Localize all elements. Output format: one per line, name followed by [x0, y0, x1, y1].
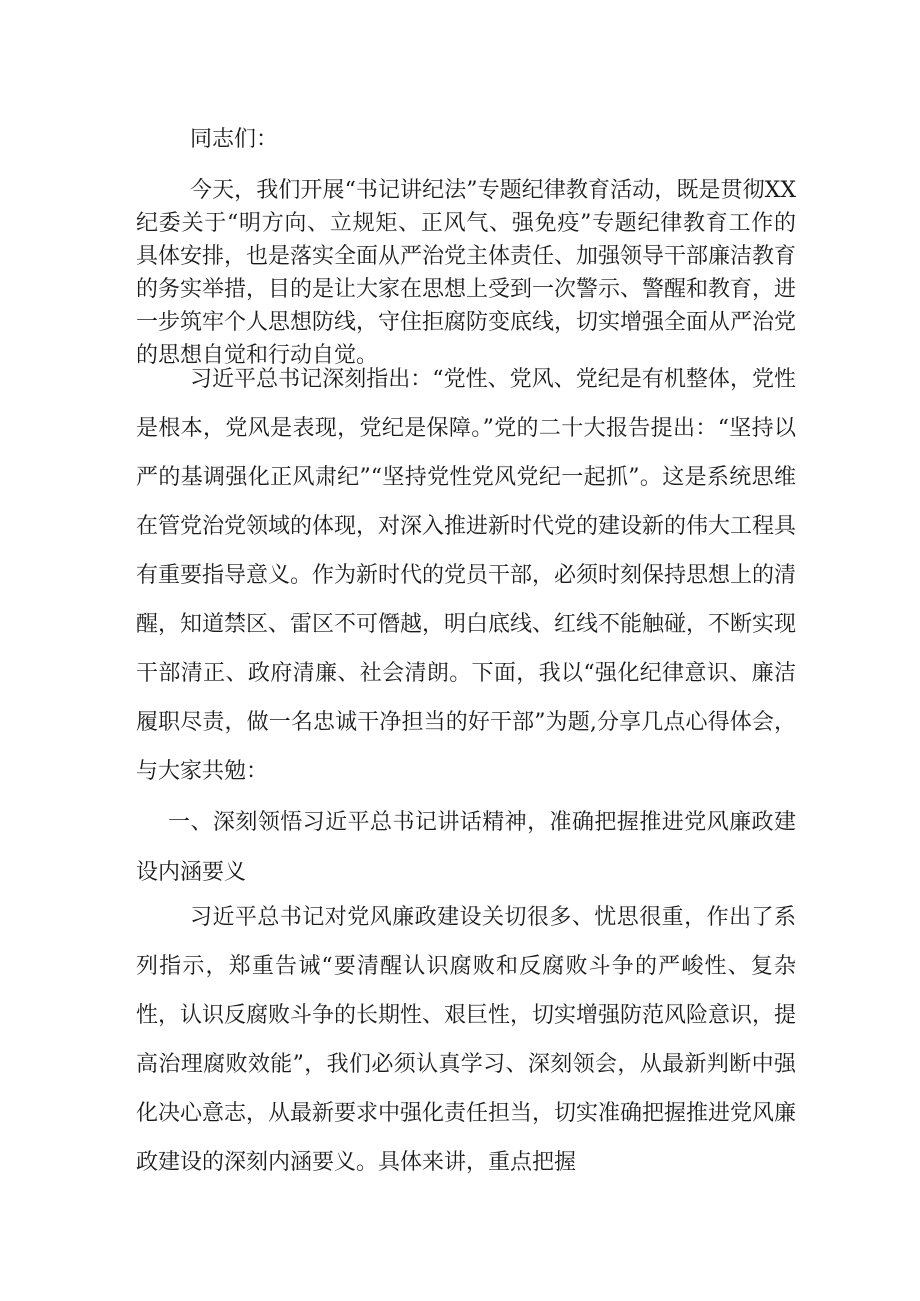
- salutation: 同志们：: [190, 127, 279, 152]
- section-paragraph: 习近平总书记对党风廉政建设关切很多、忧思很重，作出了系列指示，郑重告诫“要清醒认识腐败和反腐败斗争的严峻性、复杂性，认识反腐败斗争的长期性、艰巨性，切实增强防范风险意识，提高治理腐败效能”，我们必须认真学习、深刻领会，从最新判断中强化决心意志，从最新要求中强化责任担当，切实准确把握推进党风廉政建设的深刻内涵要义。具体来讲，重点把握: [136, 905, 797, 1175]
- body-paragraph: 习近平总书记深刻指出：“党性、党风、党纪是有机整体，党性是根本，党风是表现，党纪是保障。”党的二十大报告提出：“坚持以严的基调强化正风肃纪”“坚持党性党风党纪一起抓”。这是系统思维在管党治党领域的体现，对深入推进新时代党的建设新的伟大工程具有重要指导意义。作为新时代的党员干部，必须时刻保持思想上的清醒，知道禁区、雷区不可僭越，明白底线、红线不能触碰，不断实现干部清正、政府清廉、社会清朗。下面，我以“强化纪律意识、廉洁履职尽责，做一名忠诚干净担当的好干部”为题,分享几点心得体会，与大家共勉：: [136, 367, 797, 784]
- section-heading: 一、深刻领悟习近平总书记讲话精神，准确把握推进党风廉政建设内涵要义: [136, 810, 796, 885]
- intro-paragraph: 今天，我们开展“书记讲纪法”专题纪律教育活动，既是贯彻XX纪委关于“明方向、立规矩、正风气、强免疫”专题纪律教育工作的具体安排，也是落实全面从严治党主体责任、加强领导干部廉洁教育的务实举措，目的是让大家在思想上受到一次警示、警醒和教育，进一步筑牢个人思想防线，守住拒腐防变底线，切实增强全面从严治党的思想自觉和行动自觉。: [136, 178, 797, 368]
